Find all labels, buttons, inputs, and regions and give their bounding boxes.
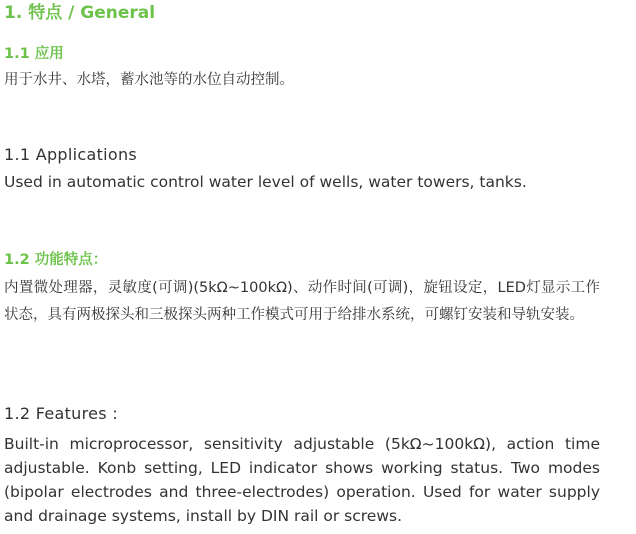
features-text-cn: 内置微处理器，灵敏度(可调)(5kΩ~100kΩ)、动作时间(可调)，旋钮设定，LED灯显示工作状态，具有两极探头和三极探头两种工作模式可用于给排水系统，可螺钉安装和导轨安装。 xyxy=(4,280,600,323)
features-text-en: Built-in microprocessor, sensitivity adjustable (5kΩ~100kΩ), action time adjustable. Konb setting, LED indicator shows working status. Two modes (bipolar electrodes and three-electrodes) operation. Used for water supply and drainage systems, install by DIN rail or screws. xyxy=(4,435,600,525)
applications-heading-cn: 1.1 应用 xyxy=(4,46,64,62)
section-title: 1. 特点 / General xyxy=(4,3,156,23)
applications-text-en: Used in automatic control water level of wells, water towers, tanks. xyxy=(4,173,527,191)
features-heading-cn: 1.2 功能特点： xyxy=(4,252,108,268)
applications-heading-en: 1.1 Applications xyxy=(4,145,138,164)
features-heading-en: 1.2 Features : xyxy=(4,404,119,423)
applications-text-cn: 用于水井、水塔，蓄水池等的水位自动控制。 xyxy=(4,72,294,88)
